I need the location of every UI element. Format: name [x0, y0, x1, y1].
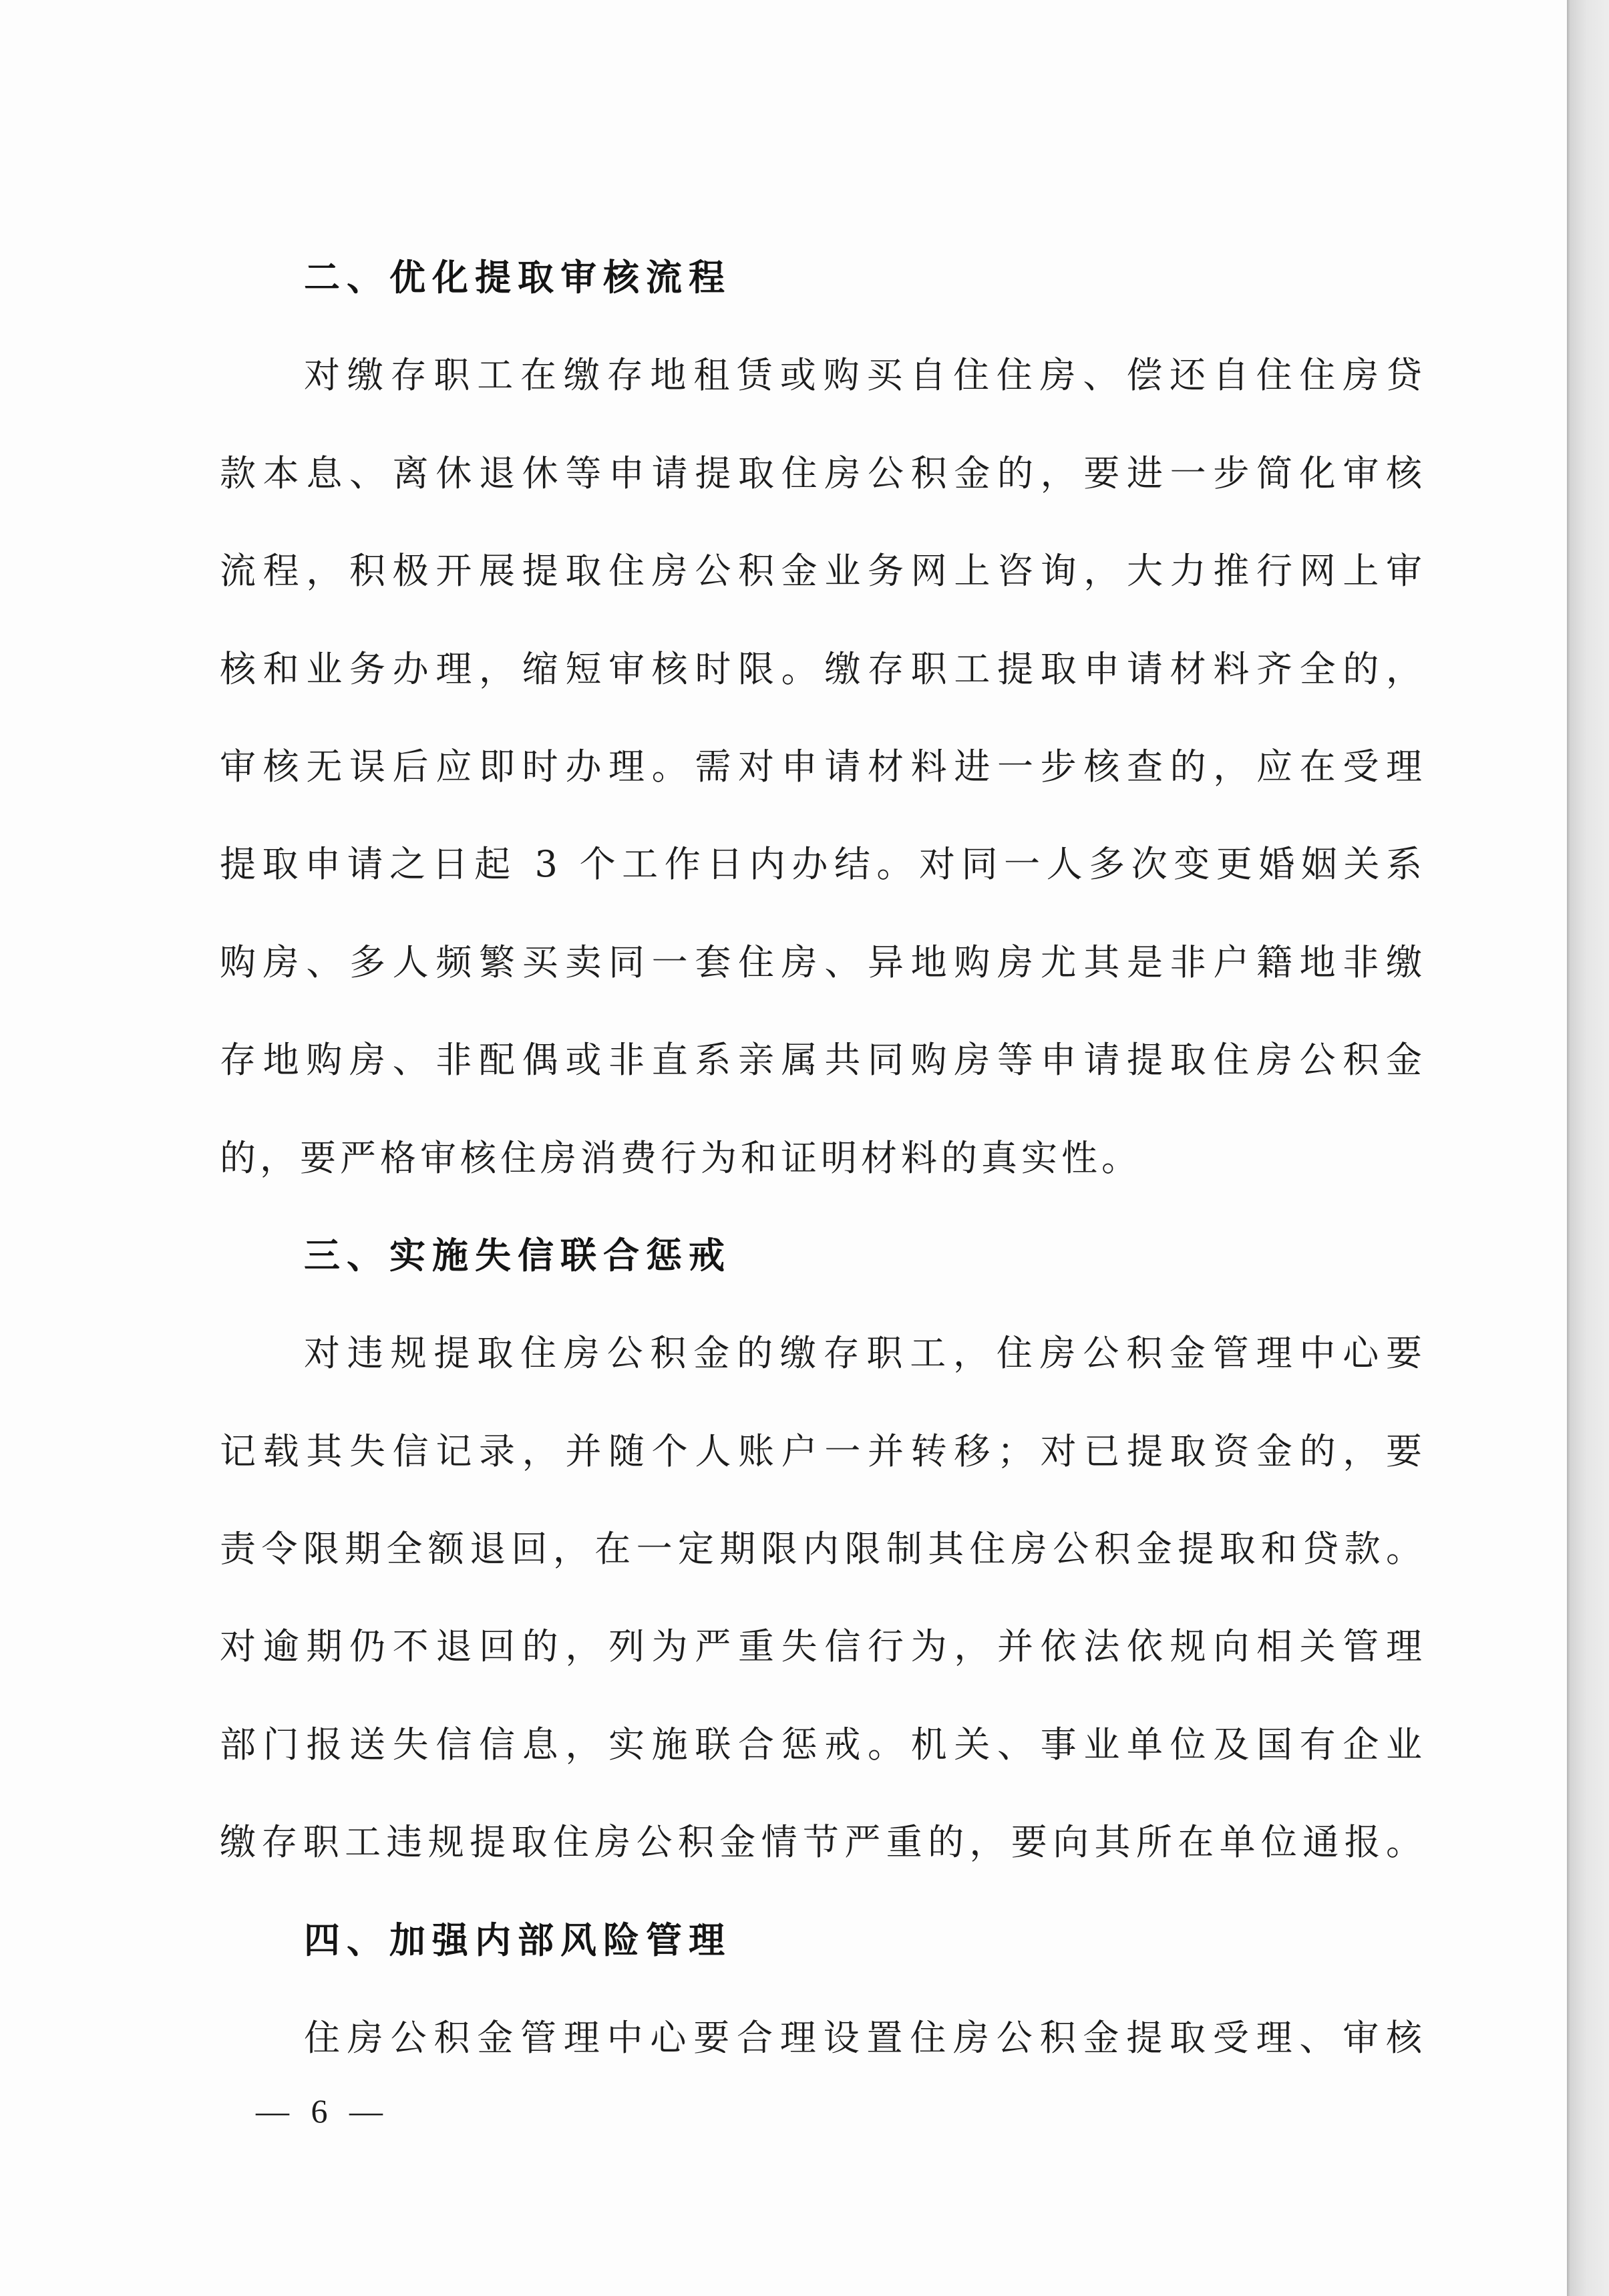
scan-edge-shadow — [1567, 0, 1609, 2296]
page-content — [220, 229, 1426, 2087]
paragraph — [220, 1305, 1426, 1891]
paragraph-line: 款本息、离休退休等申请提取住房公积金的，要进一步简化审核 — [220, 452, 1426, 494]
paragraph-line: 住房公积金管理中心要合理设置住房公积金提取受理、审核 — [304, 2017, 1426, 2060]
section-heading: 四、加强内部风险管理 — [304, 1919, 731, 1961]
paragraph-line: 部门报送失信信息，实施联合惩戒。机关、事业单位及国有企业 — [220, 1723, 1426, 1766]
paragraph-line: 对违规提取住房公积金的缴存职工，住房公积金管理中心要 — [304, 1332, 1426, 1375]
section-joint-punishment — [220, 1207, 1426, 1892]
paragraph-line: 对缴存职工在缴存地租赁或购买自住住房、偿还自住住房贷 — [304, 354, 1426, 397]
paragraph — [220, 1989, 1426, 2087]
section-internal-risk-management — [220, 1892, 1426, 2088]
paragraph-line: 流程，积极开展提取住房公积金业务网上咨询，大力推行网上审 — [220, 550, 1426, 593]
paragraph-line: 对逾期仍不退回的，列为严重失信行为，并依法依规向相关管理 — [220, 1625, 1426, 1668]
section-heading: 三、实施失信联合惩戒 — [304, 1234, 731, 1277]
paragraph-line: 存地购房、非配偶或非直系亲属共同购房等申请提取住房公积金 — [220, 1039, 1426, 1082]
paragraph-line: 购房、多人频繁买卖同一套住房、异地购房尤其是非户籍地非缴 — [220, 941, 1426, 983]
paragraph-line: 审核无误后应即时办理。需对申请材料进一步核查的，应在受理 — [220, 745, 1426, 788]
paragraph — [220, 327, 1426, 1207]
paragraph-line: 缴存职工违规提取住房公积金情节严重的，要向其所在单位通报。 — [220, 1821, 1426, 1864]
paragraph-line: 核和业务办理，缩短审核时限。缴存职工提取申请材料齐全的， — [220, 647, 1426, 690]
paragraph-line: 提取申请之日起 3 个工作日内办结。对同一人多次变更婚姻关系 — [220, 843, 1426, 886]
paragraph-line: 责令限期全额退回，在一定期限内限制其住房公积金提取和贷款。 — [220, 1528, 1426, 1571]
page-number: — 6 — — [256, 2092, 389, 2130]
paragraph-line: 的，要严格审核住房消费行为和证明材料的真实性。 — [220, 1136, 1141, 1179]
section-optimize-withdrawal-review — [220, 229, 1426, 1207]
section-heading: 二、优化提取审核流程 — [304, 257, 731, 299]
paragraph-line: 记载其失信记录，并随个人账户一并转移；对已提取资金的，要 — [220, 1430, 1426, 1472]
